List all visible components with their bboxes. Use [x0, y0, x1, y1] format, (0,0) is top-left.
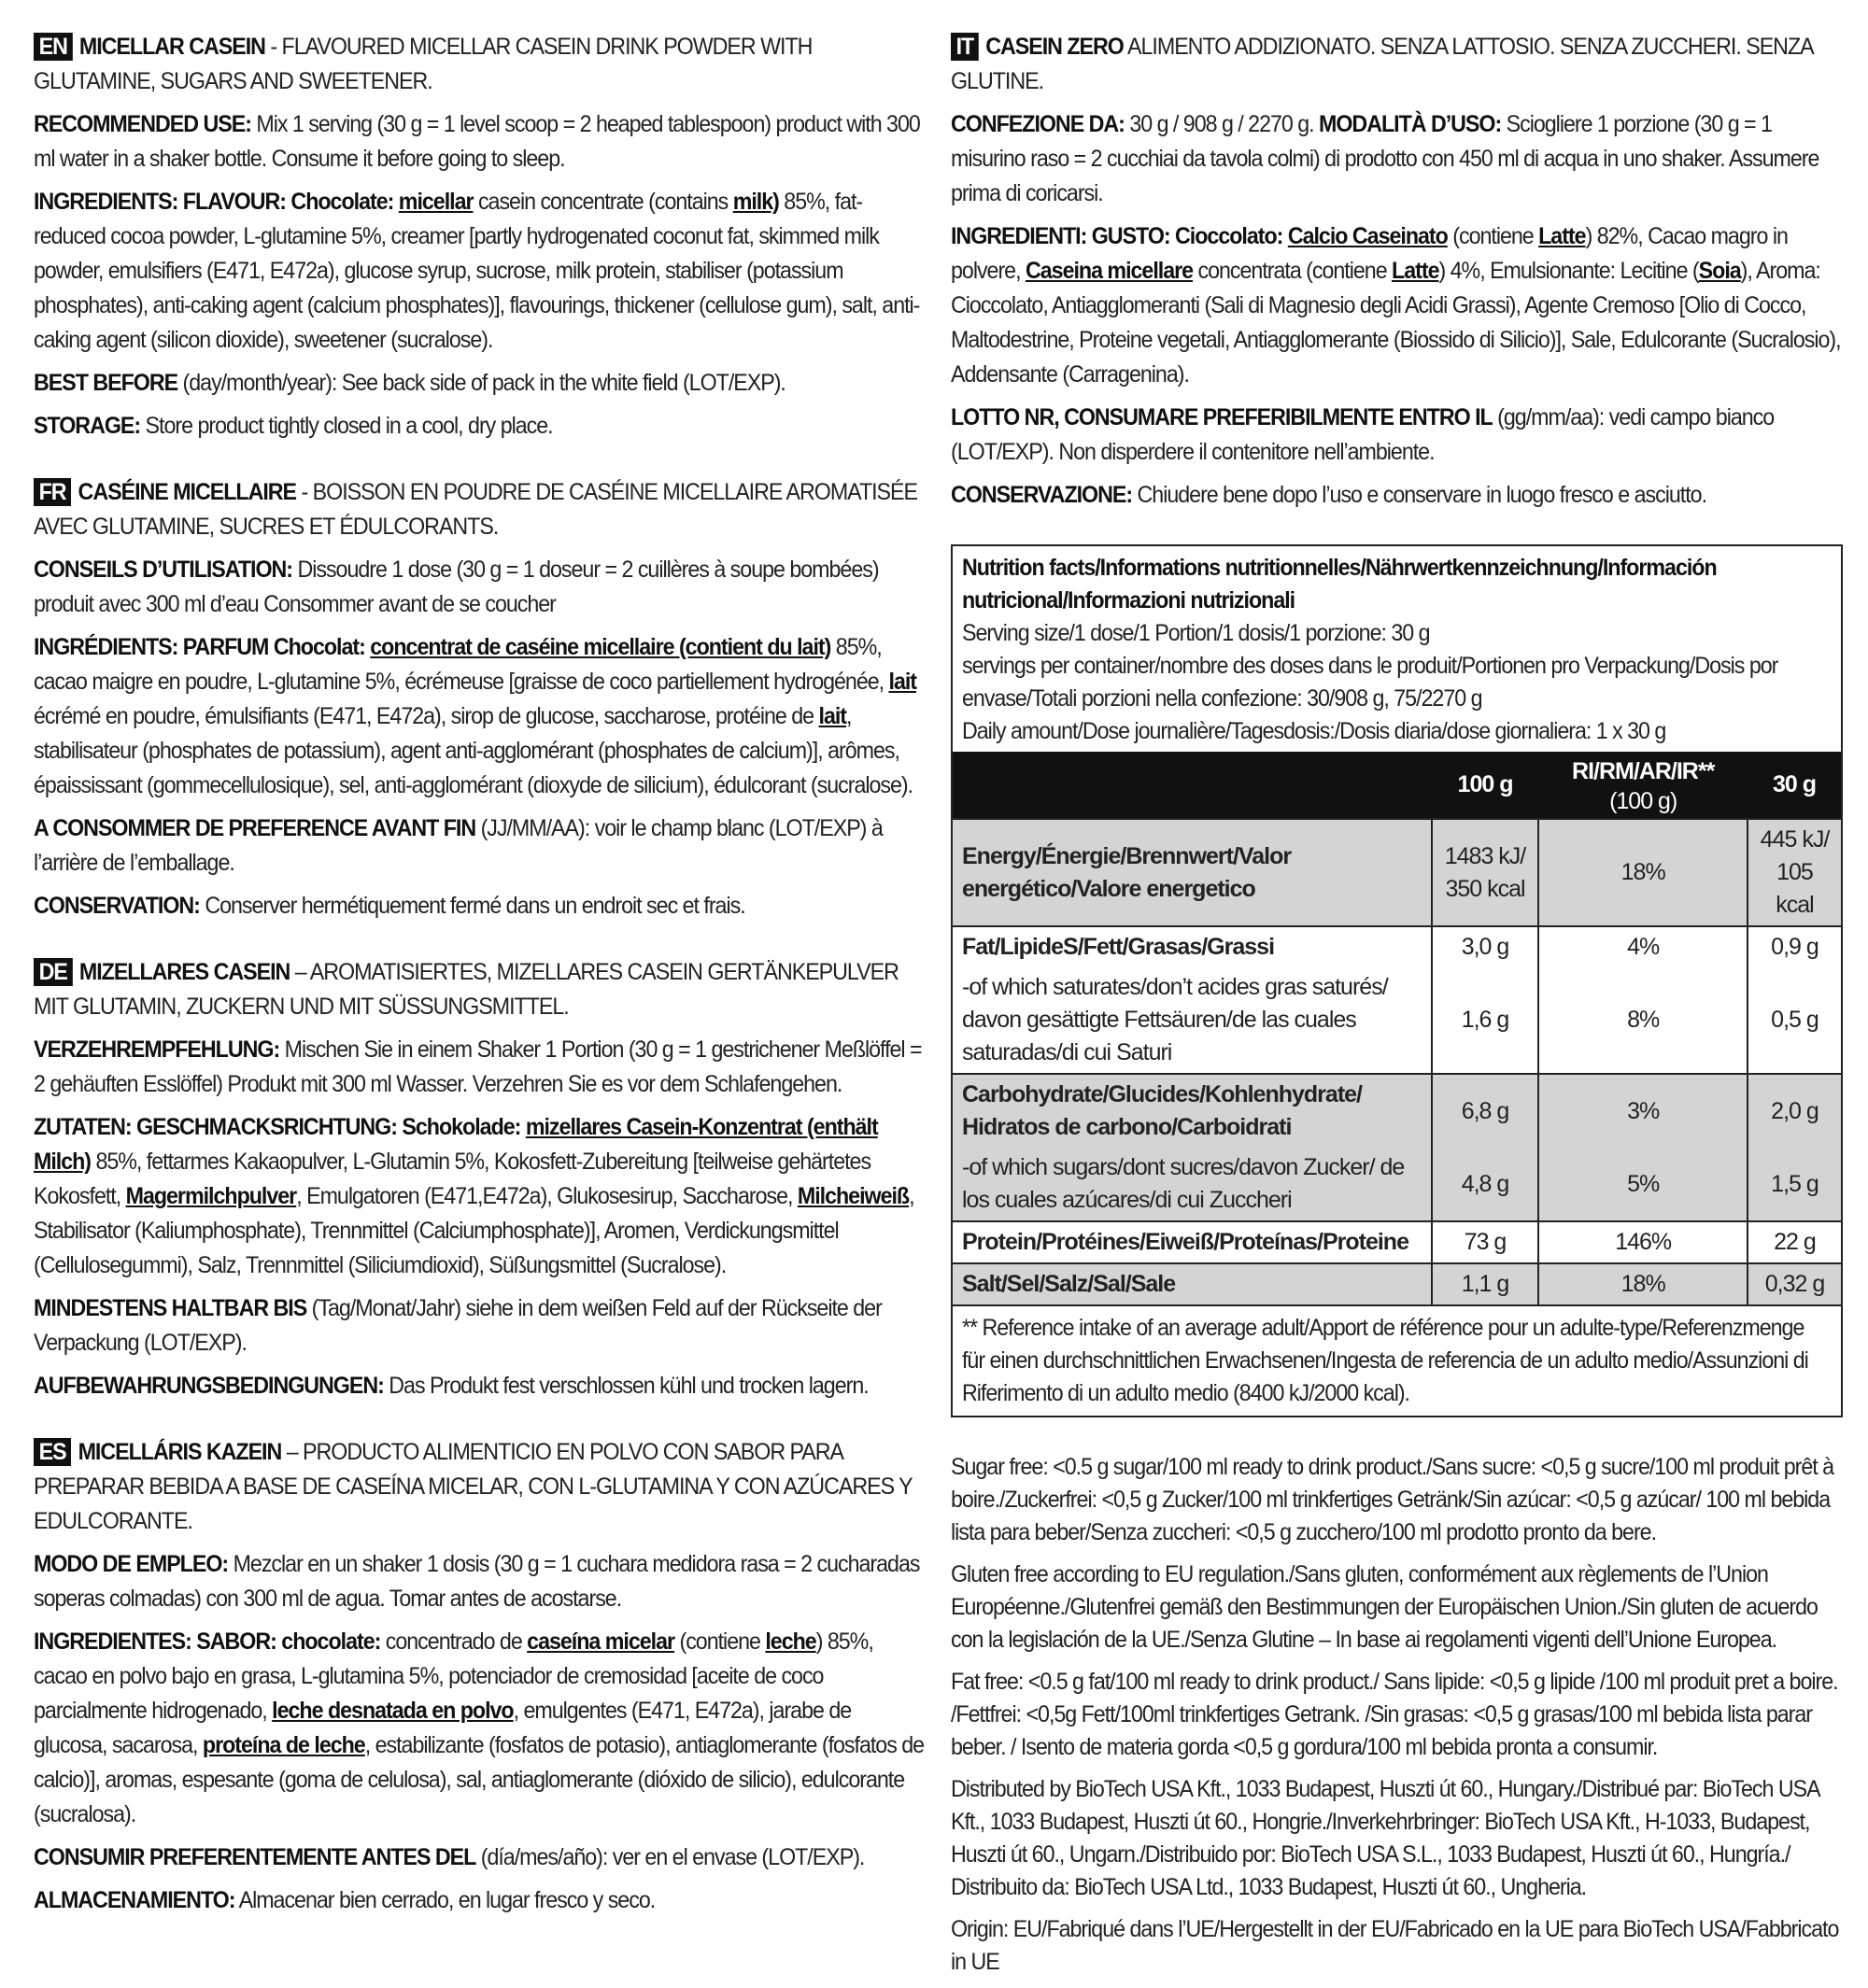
origin-note: Origin: EU/Fabriqué dans l’UE/Hergestellt in der EU/Fabricado en la UE para BioTech USA/Fabbricato in UE	[951, 1916, 1839, 1975]
nutrient-row	[953, 1263, 1841, 1304]
it-header	[951, 30, 1843, 99]
es-use-label: MODO DE EMPLEO:	[34, 1551, 229, 1577]
en-storage-text: Store product tightly closed in a cool, dry place.	[140, 413, 553, 439]
es-use-text: Mezclar en un shaker 1 dosis (30 g = 1 cuchara medidora rasa = 2 cucharadas soperas colmadas) con 300 ml de agua. Tomar antes de acostarse.	[34, 1551, 920, 1612]
de-use-label: VERZEHREMPFEHLUNG:	[34, 1036, 280, 1063]
de-ing-text-1: 85%, fettarmes Kakaopulver, L-Glutamin 5%, Kokosfett-Zubereitung [teilweise gehärtetes Kokosfett,	[34, 1149, 871, 1209]
it-use-text: Sciogliere 1 porzione (30 g = 1 misurino raso = 2 cucchiai da tavola colmi) di prodotto con 450 ml di acqua in uno shaker. Assumere prima di coricarsi.	[951, 111, 1819, 206]
fr-recommended-use	[34, 553, 927, 622]
nutrient-row	[953, 819, 1841, 926]
footnote-text: ** Reference intake of an average adult/Apport de référence pour un adulte-type/Referenzmenge für einen durchschnittlichen Erwachsenen/Ingesta de referencia de un adulto medio/Assunzioni di Riferimento di un adulto medio (8400 kJ/2000 kcal).	[962, 1315, 1808, 1406]
fr-ing-text-1: 85%, cacao maigre en poudre, L-glutamine 5%, écrémeuse [graisse de coco partiellement hydrogénée,	[34, 634, 889, 695]
nutrition-daily: Daily amount/Dose journalière/Tagesdosis:/Dosis diaria/dose giornaliera: 1 x 30 g	[962, 718, 1666, 744]
sugar-free-note: Sugar free: <0.5 g sugar/100 ml ready to drink product./Sans sucre: <0,5 g sucre/100 ml produit prêt à boire./Zuckerfrei: <0,5 g Zucker/100 ml trinkfertiges Getränk/Sin azúcar: <0,5 g azúcar/ 100 ml bebida lista para beber/Senza zuccheri: <0,5 g zucchero/100 ml prodotto pronto da bere.	[951, 1454, 1834, 1545]
column-header-30g: 30 g	[1748, 752, 1841, 819]
es-ing-text-4: , estabilizante (fosfatos de potasio), antiaglomerante (fosfatos de calcio)], aromas, espesante (goma de celulosa), sal, antiaglomerante (dióxido de silicio), edulcorante (sucralosa).	[34, 1732, 925, 1827]
fr-language-tag: FR	[34, 478, 71, 506]
es-language-tag: ES	[34, 1438, 71, 1466]
de-header	[34, 955, 927, 1024]
es-allergen-3: leche desnatada en polvo	[272, 1698, 514, 1724]
nutrient-value-30g: 0,5 g	[1748, 967, 1841, 1074]
nutrient-label: Fat/LipideS/Fett/Grasas/Grassi	[962, 934, 1275, 960]
it-allergen-2: Latte	[1538, 223, 1586, 249]
nutrient-value-100g: 4,8 g	[1432, 1148, 1539, 1221]
en-allergen-1: micellar	[398, 189, 474, 215]
nutrient-value-100g: 1,1 g	[1432, 1263, 1539, 1304]
it-title: CASEIN ZERO	[985, 34, 1124, 60]
de-ing-text-3: , Stabilisator (Kaliumphosphate), Trennmittel (Calciumphosphate)], Aromen, Verdickungsmittel (Cellulosegummi), Salz, Trennmittel (Siliciumdioxid), Süßungsmittel (Sucralose).	[34, 1183, 914, 1278]
de-recommended-use	[34, 1033, 927, 1102]
es-storage-label: ALMACENAMIENTO:	[34, 1887, 235, 1913]
es-ingredients	[34, 1625, 927, 1832]
column-header-label	[953, 752, 1432, 819]
claims-and-distribution	[951, 1451, 1843, 1979]
es-description: – PRODUCTO ALIMENTICIO EN POLVO CON SABOR PARA PREPARAR BEBIDA A BASE DE CASEÍNA MICELAR, CON L-GLUTAMINA Y CON AZÚCARES Y EDULCORANTE.	[34, 1439, 913, 1534]
it-ing-text-5: ), Aroma: Cioccolato, Antiagglomeranti (Sali di Magnesio degli Acidi Grassi), Agente Cremoso [Olio di Cocco, Maltodestrine, Proteine vegetali, Antiagglomerante (Biossido di Silicio)], Sale, Edulcorante (Sucralosio), Addensante (Carragenina).	[951, 258, 1841, 388]
nutrient-label: Salt/Sel/Salz/Sal/Sale	[953, 1263, 1432, 1304]
de-allergen-1: mizellares Casein-Konzentrat (enthält Milch)	[34, 1114, 878, 1175]
en-use-label: RECOMMENDED USE:	[34, 111, 251, 137]
it-allergen-3: Caseina micellare	[1025, 258, 1194, 284]
fr-description: - BOISSON EN POUDRE DE CASÉINE MICELLAIRE AROMATISÉE AVEC GLUTAMINE, SUCRES ET ÉDULCORANTS.	[34, 479, 918, 540]
nutrient-value-30g: 0,32 g	[1748, 1263, 1841, 1304]
fr-use-label: CONSEILS D’UTILISATION:	[34, 557, 293, 583]
fr-allergen-3: lait	[818, 703, 847, 729]
de-ingredients	[34, 1110, 927, 1283]
en-best-before	[34, 366, 927, 401]
nutrient-value-ri: 146%	[1538, 1221, 1748, 1263]
nutrient-value-ri: 18%	[1538, 1263, 1748, 1304]
fr-best-text: (JJ/MM/AA): voir le champ blanc (LOT/EXP) à l’arrière de l’emballage.	[34, 815, 883, 876]
right-column	[951, 30, 1843, 1988]
es-ing-text-1: (contiene	[674, 1628, 766, 1655]
fr-best-label: A CONSOMMER DE PREFERENCE AVANT FIN	[34, 815, 476, 841]
nutrient-value-ri: 8%	[1538, 967, 1748, 1074]
it-ing-text-4: ) 4%, Emulsionante: Lecitine (	[1438, 258, 1699, 284]
it-ing-text-1: (contiene	[1447, 223, 1539, 249]
ri-sublabel: (100 g)	[1609, 788, 1677, 814]
fr-storage-label: CONSERVATION:	[34, 893, 200, 919]
it-lot-text: (gg/mm/aa): vedi campo bianco (LOT/EXP). Non disperdere il contenitore nell’ambiente.	[951, 404, 1775, 465]
es-allergen-4: proteína de leche	[202, 1732, 365, 1758]
de-storage-text: Das Produkt fest verschlossen kühl und trocken lagern.	[383, 1373, 869, 1399]
es-storage-text: Almacenar bien cerrado, en lugar fresco y seco.	[234, 1887, 656, 1913]
en-storage-label: STORAGE:	[34, 413, 141, 439]
it-ing-text-3: concentrata (contiene	[1193, 258, 1393, 284]
it-allergen-1: Calcio Caseinato	[1287, 223, 1448, 249]
nutrition-serving: Serving size/1 dose/1 Portion/1 dosis/1 porzione: 30 g	[962, 620, 1430, 646]
fr-storage-text: Conserver hermétiquement fermé dans un endroit sec et frais.	[199, 893, 745, 919]
de-best-before	[34, 1291, 927, 1361]
nutrient-value-30g: 445 kJ/ 105 kcal	[1748, 819, 1841, 926]
en-allergen-2: milk)	[732, 189, 779, 215]
nutrient-value-100g: 73 g	[1432, 1221, 1539, 1263]
es-ing-text-2: ) 85%, cacao en polvo bajo en grasa, L-glutamina 5%, potenciador de cremosidad [aceite de coco parcialmente hidrogenado,	[34, 1628, 873, 1724]
es-allergen-2: leche	[765, 1628, 816, 1655]
section-en	[34, 30, 927, 444]
nutrient-row	[953, 926, 1841, 967]
nutrient-value-ri: 5%	[1538, 1148, 1748, 1221]
nutrient-value-ri: 3%	[1538, 1074, 1748, 1148]
en-recommended-use	[34, 107, 927, 176]
column-header-ri	[1538, 752, 1748, 819]
es-recommended-use	[34, 1547, 927, 1616]
ri-label: RI/RM/AR/IR**	[1572, 758, 1715, 784]
es-allergen-1: caseína micelar	[527, 1628, 675, 1655]
es-best-text: (día/mes/año): ver en el envase (LOT/EXP).	[475, 1844, 865, 1870]
nutrient-value-100g: 6,8 g	[1432, 1074, 1539, 1148]
it-pack-text: 30 g / 908 g / 2270 g.	[1124, 111, 1320, 137]
de-best-label: MINDESTENS HALTBAR BIS	[34, 1295, 307, 1321]
en-language-tag: EN	[34, 33, 72, 61]
section-it	[951, 30, 1843, 513]
nutrition-title-text: Nutrition facts/Informations nutritionnelles/Nährwertkennzeichnung/Información nutricional/Informazioni nutrizionali	[962, 555, 1717, 613]
en-header	[34, 30, 927, 99]
nutrition-title	[962, 552, 1832, 617]
en-description: - FLAVOURED MICELLAR CASEIN DRINK POWDER WITH GLUTAMINE, SUGARS AND SWEETENER.	[34, 34, 813, 94]
nutrient-label: Energy/Énergie/Brennwert/Valor energético/Valore energetico	[953, 819, 1432, 926]
nutrition-footnote	[953, 1304, 1841, 1416]
section-fr	[34, 475, 927, 924]
de-ing-label: ZUTATEN: GESCHMACKSRICHTUNG: Schokolade:	[34, 1114, 521, 1140]
distributor-note: Distributed by BioTech USA Kft., 1033 Budapest, Huszti út 60., Hungary./Distribué par: BioTech USA Kft., 1033 Budapest, Huszti út 60., Hongrie./Inverkehrbringer: BioTech USA Kft., H-1033, Budapest, Huszti út 60., Ungarn./Distribuido por: BioTech USA S.L., 1033 Budapest, Huszti út 60., Hungría./ Distribuito da: BioTech USA Ltd., 1033 Budapest, Huszti út 60., Ungheria.	[951, 1776, 1819, 1900]
it-ingredients	[951, 219, 1843, 392]
nutrient-label: Protein/Protéines/Eiweiß/Proteínas/Proteine	[962, 1229, 1408, 1255]
it-storage-text: Chiudere bene dopo l’uso e conservare in luogo fresco e asciutto.	[1132, 482, 1707, 508]
gluten-free-note: Gluten free according to EU regulation./Sans gluten, conformément aux règlements de l’Union Européenne./Glutenfrei gemäß den Bestimmungen der Europäischen Union./Sin gluten de acuerdo con la legislación de la UE./Senza Glutine – In base ai regolamenti vigenti dell’Unione Europea.	[951, 1561, 1818, 1653]
it-language-tag: IT	[951, 33, 979, 61]
column-header-100g: 100 g	[1432, 752, 1539, 819]
it-lot-label: LOTTO NR, CONSUMARE PREFERIBILMENTE ENTRO IL	[951, 404, 1493, 430]
nutrient-row	[953, 1148, 1841, 1221]
es-ing-text-3: , emulgentes (E471, E472a), jarabe de glucosa, sacarosa,	[34, 1698, 852, 1758]
it-storage-label: CONSERVAZIONE:	[951, 482, 1133, 508]
it-allergen-4: Latte	[1392, 258, 1439, 284]
fr-allergen-1: concentrat de caséine micellaire (contient du lait)	[370, 634, 831, 660]
it-description: ALIMENTO ADDIZIONATO. SENZA LATTOSIO. SENZA ZUCCHERI. SENZA GLUTINE.	[951, 34, 1813, 94]
es-storage	[34, 1883, 927, 1918]
nutrition-servings-per: servings per container/nombre des doses dans le produit/Portionen pro Verpackung/Dosis por envase/Totali porzioni nella confezione: 30/908 g, 75/2270 g	[962, 653, 1778, 712]
nutrition-values	[953, 752, 1841, 1304]
en-ingredients	[34, 185, 927, 358]
es-title: MICELLÁRIS KAZEIN	[78, 1439, 282, 1465]
nutrient-value-30g: 22 g	[1748, 1221, 1841, 1263]
nutrient-value-30g: 1,5 g	[1748, 1148, 1841, 1221]
de-allergen-3: Milcheiweiß	[797, 1183, 910, 1209]
fr-best-before	[34, 811, 927, 881]
de-title: MIZELLARES CASEIN	[78, 959, 290, 985]
en-ing-text-1: casein concentrate (contains	[473, 189, 733, 215]
nutrient-value-30g: 0,9 g	[1748, 926, 1841, 967]
en-use-text: Mix 1 serving (30 g = 1 level scoop = 2 heaped tablespoon) product with 300 ml water in a shaker bottle. Consume it before going to sleep.	[34, 111, 920, 172]
de-best-text: (Tag/Monat/Jahr) siehe in dem weißen Feld auf der Rückseite der Verpackung (LOT/EXP).	[34, 1295, 882, 1356]
en-storage	[34, 409, 927, 444]
nutrient-label: Carbohydrate/Glucides/Kohlenhydrate/ Hidratos de carbono/Carboidrati	[953, 1074, 1432, 1148]
section-es	[34, 1435, 927, 1918]
nutrient-row	[953, 1221, 1841, 1263]
nutrient-label: -of which sugars/dont sucres/davon Zucker/ de los cuales azúcares/di cui Zuccheri	[953, 1148, 1432, 1221]
nutrition-header	[953, 546, 1841, 752]
fr-ingredients	[34, 630, 927, 803]
section-de	[34, 955, 927, 1403]
nutrient-value-100g: 1,6 g	[1432, 967, 1539, 1074]
it-allergen-5: Soia	[1698, 258, 1741, 284]
de-description: – AROMATISIERTES, MIZELLARES CASEIN GERTÄNKEPULVER MIT GLUTAMIN, ZUCKERN UND MIT SÜSSUNGSMITTEL.	[34, 959, 899, 1020]
de-storage-label: AUFBEWAHRUNGSBEDINGUNGEN:	[34, 1373, 384, 1399]
de-language-tag: DE	[34, 958, 72, 986]
en-best-text: (day/month/year): See back side of pack in the white field (LOT/EXP).	[177, 370, 785, 396]
fr-ing-label: INGRÉDIENTS: PARFUM Chocolat:	[34, 634, 365, 660]
es-ing-text-0: concentrado de	[380, 1628, 528, 1655]
en-title: MICELLAR CASEIN	[78, 34, 265, 60]
nutrition-table	[951, 544, 1843, 1417]
fr-allergen-2: lait	[888, 669, 917, 695]
de-allergen-2: Magermilchpulver	[125, 1183, 297, 1209]
it-package-and-use	[951, 107, 1843, 211]
it-pack-label: CONFEZIONE DA:	[951, 111, 1125, 137]
fr-title: CASÉINE MICELLAIRE	[78, 479, 297, 505]
fr-header	[34, 475, 927, 544]
de-ing-text-2: , Emulgatoren (E471,E472a), Glukosesirup, Saccharose,	[296, 1183, 798, 1209]
en-ing-label: INGREDIENTS: FLAVOUR: Chocolate:	[34, 189, 394, 215]
it-ing-label: INGREDIENTI: GUSTO: Cioccolato:	[951, 223, 1283, 249]
nutrient-value-100g: 1483 kJ/ 350 kcal	[1432, 819, 1539, 926]
en-ing-text-2: 85%, fat-reduced cocoa powder, L-glutamine 5%, creamer [partly hydrogenated coconut fat, skimmed milk powder, emulsifiers (E471, E472a), glucose syrup, sucrose, milk protein, stabiliser (potassium phosphates), anti-caking agent (calcium phosphates)], flavourings, thickener (cellulose gum), salt, anti-caking agent (silicon dioxide), sweetener (sucralose).	[34, 189, 920, 353]
it-use-label: MODALITÀ D’USO:	[1319, 111, 1502, 137]
es-best-before	[34, 1840, 927, 1875]
fr-storage	[34, 889, 927, 924]
de-use-text: Mischen Sie in einem Shaker 1 Portion (30 g = 1 gestrichener Meßlöffel = 2 gehäuften Esslöffel) Produkt mit 300 ml Wasser. Verzehren Sie es vor dem Schlafengehen.	[34, 1036, 922, 1097]
nutrient-row	[953, 967, 1841, 1074]
it-lot	[951, 401, 1843, 470]
fr-ing-text-3: , stabilisateur (phosphates de potassium), agent anti-agglomérant (phosphates de calcium)], arômes, épaississant (gommecellulosique), sel, anti-agglomérant (dioxyde de silicium), édulcorant (sucralose).	[34, 703, 913, 798]
fr-use-text: Dissoudre 1 dose (30 g = 1 doseur = 2 cuillères à soupe bombées) produit avec 300 ml d’eau Consommer avant de se coucher	[34, 557, 879, 617]
nutrient-label: -of which saturates/don’t acides gras saturés/ davon gesättigte Fettsäuren/de las cuales saturadas/di cui Saturi	[962, 974, 1388, 1065]
es-ing-label: INGREDIENTES: SABOR: chocolate:	[34, 1628, 381, 1655]
en-best-label: BEST BEFORE	[34, 370, 178, 396]
fr-ing-text-2: écrémé en poudre, émulsifiants (E471, E472a), sirop de glucose, saccharose, protéine de	[34, 703, 819, 729]
es-header	[34, 1435, 927, 1539]
nutrient-value-100g: 3,0 g	[1432, 926, 1539, 967]
nutrient-row	[953, 1074, 1841, 1148]
left-column	[34, 30, 927, 1950]
nutrient-value-30g: 2,0 g	[1748, 1074, 1841, 1148]
es-best-label: CONSUMIR PREFERENTEMENTE ANTES DEL	[34, 1844, 476, 1870]
it-ing-text-2: ) 82%, Cacao magro in polvere,	[951, 223, 1788, 284]
nutrient-value-ri: 4%	[1538, 926, 1748, 967]
fat-free-note: Fat free: <0.5 g fat/100 ml ready to drink product./ Sans lipide: <0,5 g lipide /100 ml produit pret a boire. /Fettfrei: <0,5g Fett/100ml trinkfertiges Getrank. /Sin grasas: <0,5 g grasas/100 ml bebida lista parar beber. / Isento de materia gorda <0,5 g gordura/100 ml bebida pronta a consumir.	[951, 1669, 1838, 1760]
de-storage	[34, 1369, 927, 1403]
nutrient-value-ri: 18%	[1538, 819, 1748, 926]
it-storage	[951, 478, 1843, 513]
